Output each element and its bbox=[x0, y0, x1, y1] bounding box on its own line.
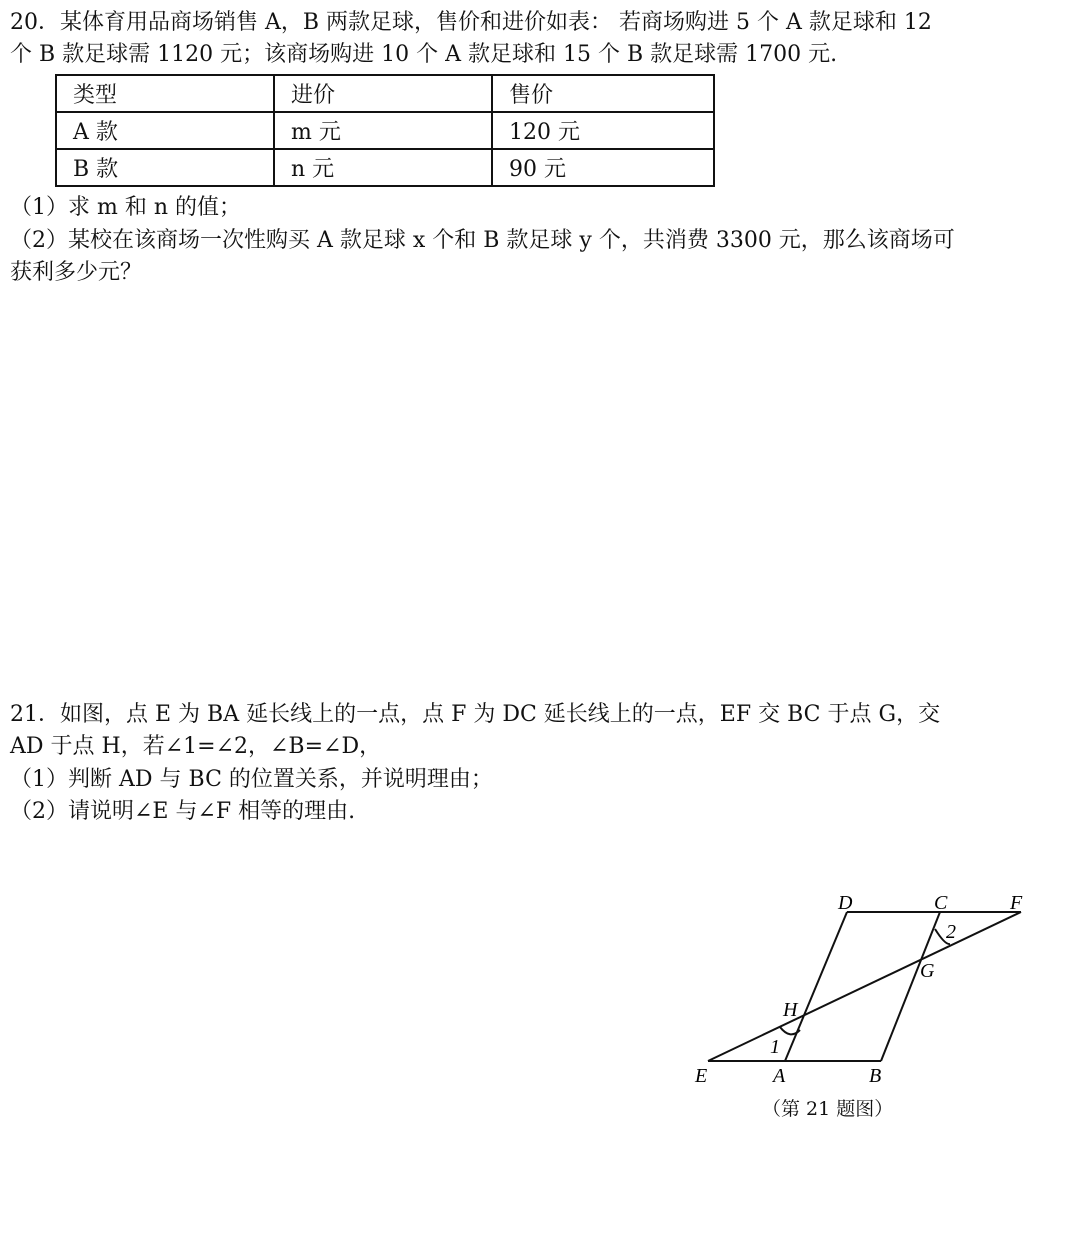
table-cell: n 元 bbox=[274, 149, 492, 186]
q21-part2: （2）请说明∠E 与∠F 相等的理由. bbox=[10, 799, 356, 824]
label-F: F bbox=[1010, 892, 1023, 914]
label-G: G bbox=[920, 960, 935, 982]
table-cell: B 款 bbox=[56, 149, 274, 186]
q20-part2-line2: 获利多少元？ bbox=[10, 260, 143, 285]
segment-BC bbox=[881, 912, 940, 1061]
label-A: A bbox=[773, 1065, 786, 1087]
q20-part2-line1: （2）某校在该商场一次性购买 A 款足球 x 个和 B 款足球 y 个，共消费 3300 元，那么该商场可 bbox=[10, 228, 955, 253]
segment-EF bbox=[708, 912, 1021, 1061]
segment-AD bbox=[785, 912, 847, 1061]
table-header: 进价 bbox=[274, 75, 492, 112]
label-B: B bbox=[869, 1065, 882, 1087]
label-E: E bbox=[695, 1065, 708, 1087]
table-cell: 120 元 bbox=[492, 112, 714, 149]
q21-line1: 21．如图，点 E 为 BA 延长线上的一点，点 F 为 DC 延长线上的一点，EF 交 BC 于点 G，交 bbox=[10, 702, 941, 727]
label-C: C bbox=[934, 892, 948, 914]
figure-caption: （第 21 题图） bbox=[762, 1098, 894, 1120]
q21-part1: （1）判断 AD 与 BC 的位置关系，并说明理由； bbox=[10, 767, 493, 792]
table-header: 售价 bbox=[492, 75, 714, 112]
label-D: D bbox=[838, 892, 853, 914]
table-cell: 90 元 bbox=[492, 149, 714, 186]
q21-line2: AD 于点 H，若∠1=∠2，∠B=∠D， bbox=[10, 734, 382, 759]
table-cell: A 款 bbox=[56, 112, 274, 149]
label-H: H bbox=[783, 999, 798, 1021]
q20-part1: （1）求 m 和 n 的值； bbox=[10, 195, 242, 220]
q20-line2: 个 B 款足球需 1120 元；该商场购进 10 个 A 款足球和 15 个 B 款足球需 1700 元. bbox=[10, 42, 838, 67]
table-cell: m 元 bbox=[274, 112, 492, 149]
label-angle2: 2 bbox=[946, 921, 956, 943]
label-angle1: 1 bbox=[770, 1036, 780, 1058]
table-header: 类型 bbox=[56, 75, 274, 112]
q20-line1: 20．某体育用品商场销售 A，B 两款足球，售价和进价如表： 若商场购进 5 个 A 款足球和 12 bbox=[10, 10, 932, 35]
